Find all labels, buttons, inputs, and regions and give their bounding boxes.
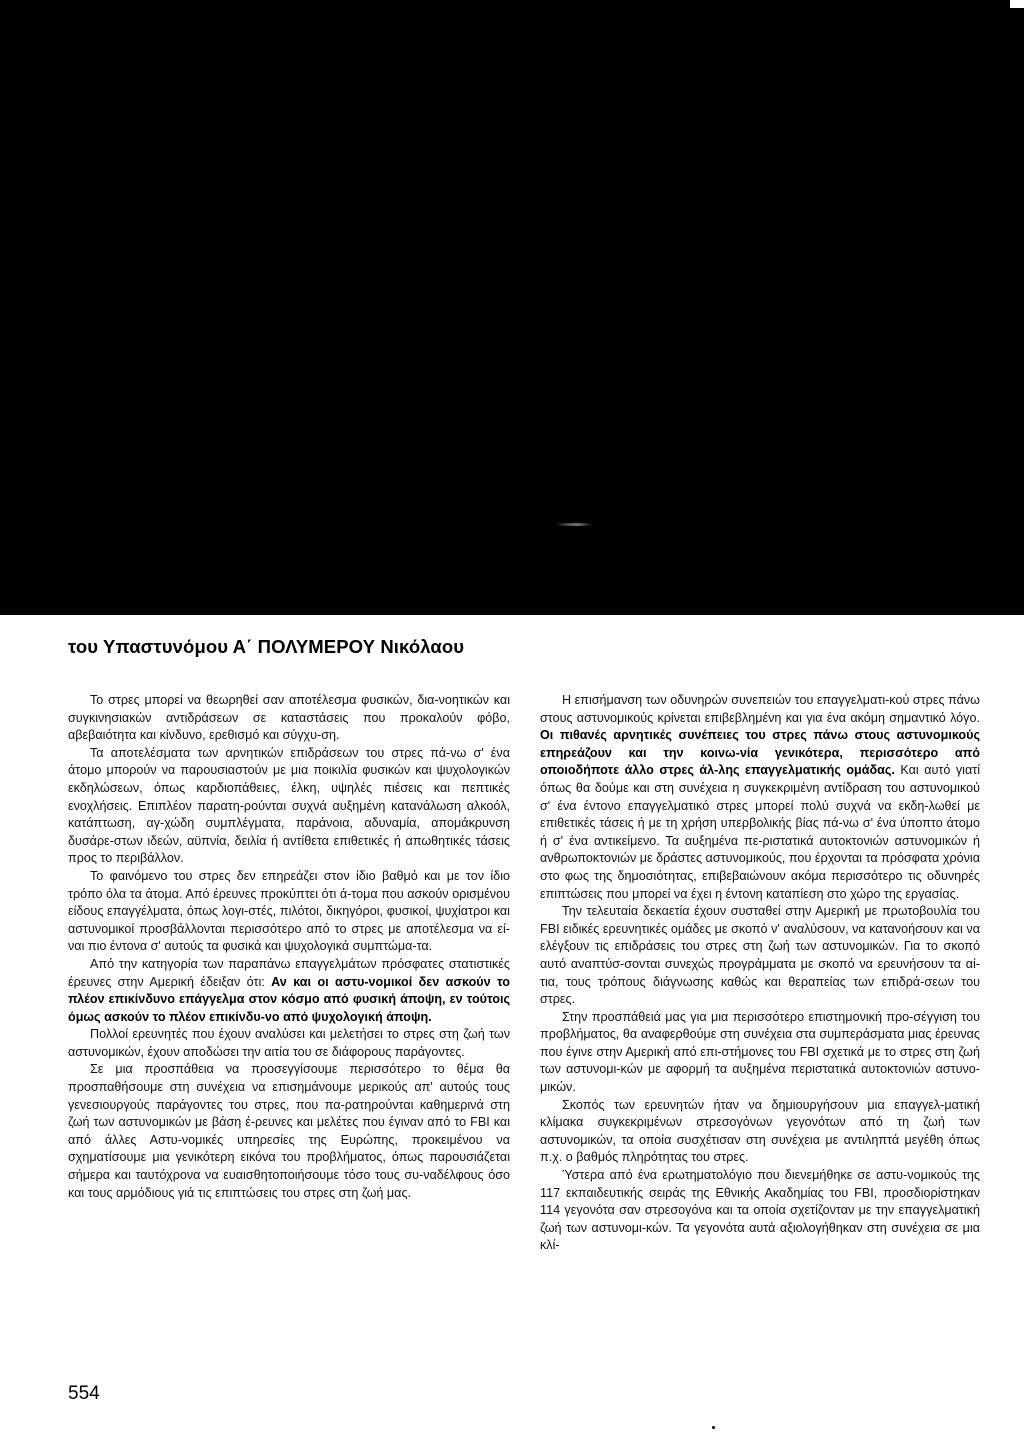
header-photo	[0, 0, 1024, 615]
author-byline: του Υπαστυνόμου Α΄ ΠΟΛΥΜΕΡΟΥ Νικόλαου	[68, 636, 465, 657]
paragraph: Την τελευταία δεκαετία έχουν συσταθεί στην Αμερική με πρωτοβουλία του FBI ειδικές ερευνητικές ομάδες με σκοπό ν' αναλύσουν, να κατανοήσουν και να ελέγξουν τις επιδράσεις του στρες στη ζωή των αστυνομικών. Για το σκοπό αυτό αναπτύσ-σονται συνεχώς προγράμματα με σκοπό να ερευνήσουν τα αί-τια, τους τρόπους διάγνωσης καθώς και θεραπείας των επιδρά-σεων του στρες.	[540, 904, 980, 1007]
paragraph-text: Και αυτό γιατί όπως θα δούμε και στη συνέχεια η συγκεκριμένη αντίδραση του αστυνομικού σ' ένα έντονο επαγγελματικό στρες μπορεί πολύ συχνά να εκδη-λωθεί με επιθετικές τάσεις ή με τη χρήση υπερβολικής βίας πά-νω σ' ένα ύποπτο άτομο ή σ' ένα αντικείμενο. Τα αυξημένα πε-ριστατικά αυτοκτονιών αστυνομικών ή ανθρωποκτονιών με δράστες αστυνομικούς, που έρχονται τα πρόσφατα χρόνια στο φως της δημοσιότητας, επιβεβαιώνουν ακόμα περισσότερο τις οδυνηρές επιπτώσεις που μπορεί να έχει η έντονη καταπίεση στο χώρο της εργασίας.	[540, 763, 980, 901]
bold-emphasis: Οι πιθανές αρνητικές συνέπειες του στρες πάνω στους αστυνομικούς επηρεάζουν και την κοινω-νία γενικότερα, περισσότερο από οποιοδήποτε άλλο στρες άλ-λης επαγγελματικής ομάδας.	[540, 728, 980, 778]
paragraph-text: Η επισήμανση των οδυνηρών συνεπειών του επαγγελματι-κού στρες πάνω στους αστυνομικούς κρίνεται επιβεβλημένη και για ένα ακόμη σημαντικό λόγο.	[540, 693, 980, 725]
paragraph	[68, 956, 510, 1026]
paragraph: Στην προσπάθειά μας για μια περισσότερο επιστημονική προ-σέγγιση του προβλήματος, θα αναφερθούμε στη συνέχεια στα συμπεράσματα μιας έρευνας που έγινε στην Αμερική από επι-στήμονες του FBI σχετικά με το στρες στη ζωή των αστυνομι-κών με αφορμή τα αυξημένα περιστατικά αυτοκτονιών αστυνο-μικών.	[540, 1009, 980, 1095]
footer-mark	[712, 1426, 715, 1429]
photo-highlight	[556, 523, 592, 526]
paragraph: Σε μια προσπάθεια να προσεγγίσουμε περισσότερο το θέμα θα προσπαθήσουμε στη συνέχεια να επισημάνουμε μερικούς απ' αυτούς τους γενεσιουργούς παράγοντες του στρες, που πα-ρατηρούνται καθημερινά στη ζωή των αστυνομικών με βάση έ-ρευνες και μελέτες που έγιναν από το FBI και από άλλες Αστυ-νομικές υπηρεσίες της Ευρώπης, προκειμένου να σχηματίσουμε μια γενικότερη εικόνα του προβλήματος, όπως παρουσιάζεται σήμερα και ταυτόχρονα να ευαισθητοποιήσουμε τόσο τους συ-ναδέλφους όσο και τους αρμόδιους γιά τις επιπτώσεις του στρες στη ζωή μας.	[68, 1062, 510, 1200]
paragraph-text: Από την κατηγορία των παραπάνω επαγγελμάτων πρόσφατες στατιστικές έρευνες στην Αμερική έδειξαν ότι:	[68, 956, 510, 989]
paragraph: Πολλοί ερευνητές που έχουν αναλύσει και μελετήσει το στρες στη ζωή των αστυνομικών, έχουν αποδώσει την αιτία του σε διάφορους παράγοντες.	[68, 1027, 510, 1059]
paragraph: Ύστερα από ένα ερωτηματολόγιο που διενεμήθηκε σε αστυ-νομικούς της 117 εκπαιδευτικής σειράς της Εθνικής Ακαδημίας του FBI, προσδιορίστηκαν 114 γεγονότα σαν στρεσογόνα και τα οποία σχετίζονταν με την επαγγελματική ζωή των αστυνομι-κών. Τα γεγονότα αυτά αξιολογήθηκαν στη συνέχεια σε μια κλί-	[540, 1168, 980, 1253]
paragraph	[540, 692, 980, 903]
page-number: 554	[68, 1383, 100, 1404]
bold-emphasis: Αν και οι αστυ-νομικοί δεν ασκούν το πλέον επικίνδυνο επάγγελμα στον κόσμο από φυσική άποψη, εν τούτοις όμως ασκούν το πλέον επικίνδυ-νο από ψυχολογική άποψη.	[68, 974, 511, 1024]
photo-corner-edge	[1010, 0, 1024, 8]
paragraph: Σκοπός των ερευνητών ήταν να δημιουργήσουν μια επαγγελ-ματική κλίμακα συγκεκριμένων στρεσογόνων γεγονότων από τη ζωή των αστυνομικών, τα οποία συσχέτισαν στη συνέχεια με αντιληπτά μεγέθη όπως π.χ. ο βαθμός πληρότητας του στρες.	[540, 1097, 980, 1165]
paragraph: Το φαινόμενο του στρες δεν επηρεάζει στον ίδιο βαθμό και με τον ίδιο τρόπο όλα τα άτομα. Από έρευνες προκύπτει ότι ά-τομα που ασκούν ορισμένου είδους επαγγέλματα, όπως λογι-στές, πιλότοι, δικηγόροι, φυσικοί, ψυχίατροι και αστυνομικοί προσβάλλονται περισσότερο από το στρες με αποτέλεσμα να εί-ναι πιο έντονα σ' αυτούς τα φυσικά και ψυχολογικά συμπτώμα-τα.	[68, 868, 510, 954]
paragraph: Το στρες μπορεί να θεωρηθεί σαν αποτέλεσμα φυσικών, δια-νοητικών και συγκινησιακών αντιδράσεων σε καταστάσεις που προκαλούν φόβο, αβεβαιότητα και κίνδυνο, ερεθισμό και σύγχυ-ση.	[68, 693, 510, 743]
paragraph: Τα αποτελέσματα των αρνητικών επιδράσεων του στρες πά-νω σ' ένα άτομο μπορούν να παρουσιαστούν με μια ποικιλία φυσικών και ψυχολογικών εκδηλώσεων, όπως καρδιοπάθειες, έλκη, υψηλές πιέσεις και πεπτικές ενοχλήσεις. Επιπλέον παρατη-ρούνται συχνά αυξημένη κατανάλωση αλκοόλ, κατάπτωση, αγ-χώδη συμπλέγματα, παράνοια, αδυναμία, απομάκρυνση δυσάρε-στων ιδεών, αϋπνία, δειλία ή αντίθετα επιθετικές ή απωθητικές τάσεις προς το περιβάλλον.	[68, 745, 510, 866]
left-column	[68, 692, 510, 1202]
right-column	[540, 692, 980, 1255]
